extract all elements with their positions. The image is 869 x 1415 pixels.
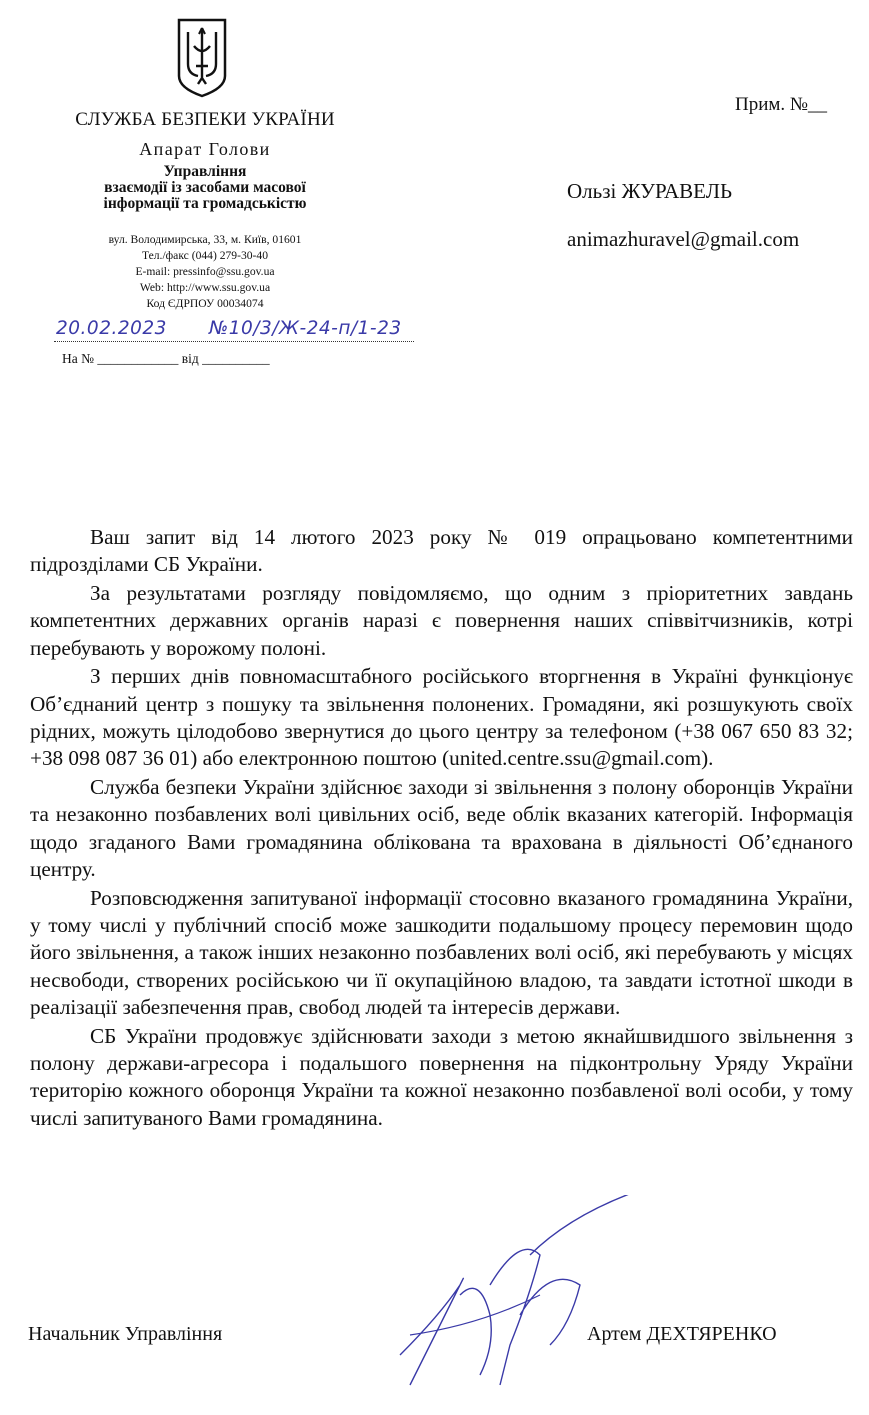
department-line-2: взаємодії із засобами масової — [104, 179, 306, 196]
department-line-1: Управління — [163, 163, 247, 180]
trident-emblem-icon — [174, 16, 230, 98]
phone: Тел./факс (044) 279-30-40 — [141, 249, 269, 262]
department-line-3: інформації та громадськістю — [103, 195, 307, 212]
handwritten-signature — [380, 1195, 660, 1395]
apparat-label: Апарат Голови — [139, 139, 271, 159]
contact-block — [40, 232, 370, 312]
website: Web: http://www.ssu.gov.ua — [139, 281, 271, 294]
department-name — [40, 164, 370, 212]
registration-date: 20.02.2023 — [56, 318, 167, 339]
contact-email: E-mail: pressinfo@ssu.gov.ua — [135, 265, 275, 278]
letter-body — [30, 524, 853, 1134]
registration-dotted-line — [54, 341, 414, 342]
addressee-name: Ользі ЖУРАВЕЛЬ — [567, 179, 733, 203]
addressee-email: animazhuravel@gmail.com — [567, 227, 800, 251]
paragraph-4: Служба безпеки України здійснює заходи зі звільнення з полону оборонців України та незаконно позбавлених волі цивільних осіб, веде облік вказаних категорій. Інформація щодо згаданого Вами громадянина облікована та врахована в діяльності Об’єднаного центру. — [30, 775, 853, 882]
paragraph-2: За результатами розгляду повідомляємо, що одним з пріоритетних завдань компетентних державних органів наразі є повернення наших співвітчизників, котрі перебувають у ворожому полоні. — [30, 581, 853, 660]
reference-line: На № ____________ від __________ — [62, 351, 270, 366]
edrpou-code: Код ЄДРПОУ 00034074 — [146, 297, 264, 310]
paragraph-6: СБ України продовжує здійснювати заходи з метою якнайшвидшого звільнення з полону держави-агресора і подальшого повернення на підконтрольну Уряду України територію кожного оборонця України та кожної незаконно позбавленої волі особи, у тому числі запитуваного Вами громадянина. — [30, 1023, 853, 1130]
registration-number: №10/3/Ж-24-п/1-23 — [209, 318, 402, 339]
organization-name: СЛУЖБА БЕЗПЕКИ УКРАЇНИ — [75, 109, 335, 130]
signatory-name: Артем ДЕХТЯРЕНКО — [587, 1323, 777, 1345]
prim-number: Прим. №__ — [735, 94, 828, 115]
address: вул. Володимирська, 33, м. Київ, 01601 — [108, 233, 302, 246]
paragraph-3: З перших днів повномасштабного російського вторгнення в Україні функціонує Об’єднаний центр з пошуку та звільнення полонених. Громадяни, які розшукують своїх рідних, можуть цілодобово звернутися до цього центру за телефоном (+38 067 650 83 32; +38 098 087 36 01) або електронною поштою (united.centre.ssu@gmail.com). — [30, 664, 853, 771]
paragraph-1: Ваш запит від 14 лютого 2023 року № 019 опрацьовано компетентними підрозділами СБ України. — [30, 525, 853, 577]
signatory-title: Начальник Управління — [28, 1323, 223, 1345]
registration-line — [54, 316, 414, 346]
paragraph-5: Розповсюдження запитуваної інформації стосовно вказаного громадянина України, у тому числі у публічний спосіб може зашкодити подальшому процесу перемовин щодо його звільнення, а також інших незаконно позбавлених волі осіб, які перебувають у місцях несвободи, створених російською чи її окупаційною владою, та завдати істотної шкоди в реалізації забезпечення прав, свобод людей та інтересів держави. — [30, 885, 853, 1020]
